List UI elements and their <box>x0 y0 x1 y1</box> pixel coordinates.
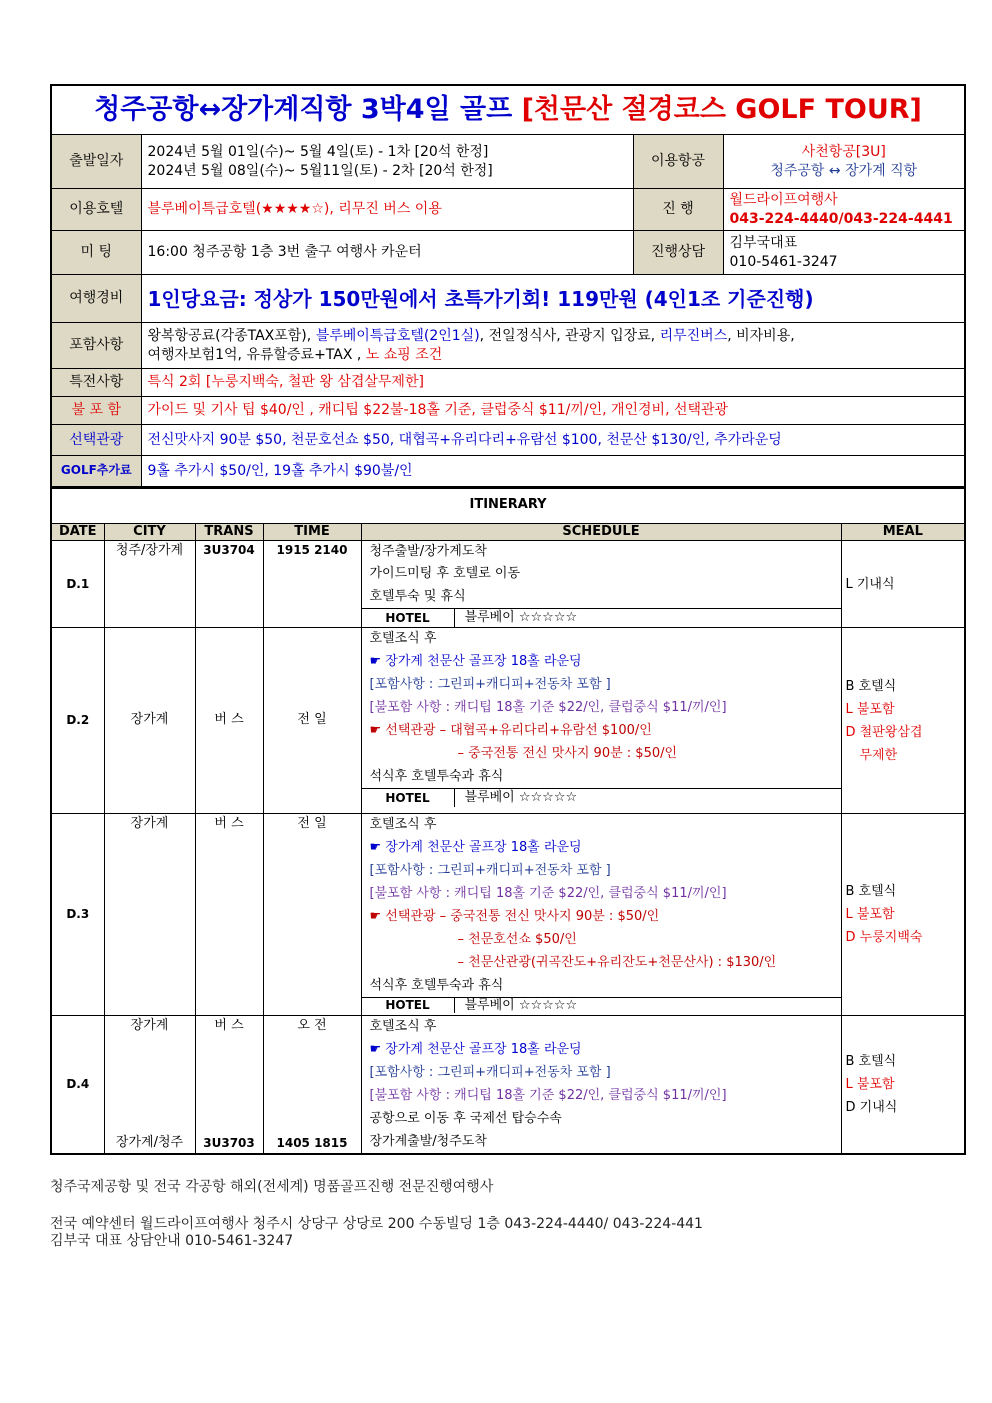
contact-name: 김부국대표 <box>729 235 798 252</box>
meal-line: B 호텔식 <box>845 678 897 694</box>
itinerary-row-d4 <box>51 1016 965 1155</box>
itinerary-row-d3 <box>51 814 965 1016</box>
day-trans: 버 스 <box>195 814 263 1016</box>
day-city: 장가계 <box>104 814 195 1016</box>
day-trans <box>195 1016 263 1155</box>
hotel-label: 이용호텔 <box>51 189 141 231</box>
include-text: 왕복항공료(각종TAX포함), <box>147 328 316 345</box>
info-table <box>50 84 966 488</box>
golf-value: 9홀 추가시 $50/인, 19홀 추가시 $90불/인 <box>141 456 965 487</box>
col-meal: MEAL <box>841 523 965 541</box>
exclude-value: 가이드 및 기사 팁 $40/인 , 캐디팁 $22불-18홀 기준, 클럽중식 $11/끼/인, 개인경비, 선택관광 <box>141 397 965 425</box>
hotel-value: 블루베이특급호텔(★★★★☆), 리무진 버스 이용 <box>141 189 633 231</box>
itinerary-row-d1 <box>51 541 965 628</box>
col-city: CITY <box>104 523 195 541</box>
trans-flight: 3U3703 <box>203 1135 255 1150</box>
schedule-included: [포함사항 : 그린피+캐디피+전동차 포함 ] <box>369 677 611 693</box>
col-schedule: SCHEDULE <box>361 523 841 541</box>
hotel-cell-label: HOTEL <box>362 609 455 627</box>
airline-label: 이용항공 <box>633 135 723 189</box>
day-meal <box>841 541 965 628</box>
include-label: 포함사항 <box>51 323 141 369</box>
include-no-shopping: 노 쇼핑 조건 <box>365 346 443 363</box>
airline-line-1: 사천항공[3U] <box>801 144 886 161</box>
include-hotel: 블루베이특급호텔(2인1실) <box>315 328 480 345</box>
hotel-row <box>362 997 841 1013</box>
contact-value <box>723 231 965 275</box>
exclude-label: 불 포 함 <box>51 397 141 425</box>
schedule-line: 청주출발/장가계도착 <box>369 544 487 560</box>
day-city: 청주/장가계 <box>104 541 195 628</box>
hotel-row <box>362 788 841 807</box>
golf-label: GOLF추가료 <box>51 456 141 487</box>
schedule-line: 장가계출발/청주도착 <box>369 1134 487 1150</box>
day-meal <box>841 1016 965 1155</box>
meal-line: 무제한 <box>859 747 898 763</box>
trans-start: 버 스 <box>214 1018 244 1034</box>
depart-line-1: 2024년 5월 01일(수)~ 5월 4일(토) - 1차 [20석 한정] <box>147 144 489 161</box>
schedule-line: 호텔조식 후 <box>369 1019 437 1035</box>
tour-sheet <box>50 84 964 1155</box>
option-value: 전신맛사지 90분 $50, 천문호선쇼 $50, 대협곡+유리다리+유람선 $100, 천문산 $130/인, 추가라운딩 <box>141 425 965 456</box>
page-title <box>51 85 965 135</box>
schedule-option: – 천문호선쇼 $50/인 <box>457 932 577 948</box>
schedule-line: 호텔조식 후 <box>369 817 437 833</box>
include-text: , 전일정식사, 관광지 입장료, <box>479 328 660 345</box>
footer-line-3: 김부국 대표 상담안내 010-5461-3247 <box>50 1233 294 1249</box>
hotel-row <box>362 608 841 627</box>
meal-line: B 호텔식 <box>845 884 897 900</box>
day-time: 전 일 <box>263 814 361 1016</box>
agency-line-1: 월드라이프여행사 <box>729 192 838 209</box>
day-schedule <box>361 628 841 814</box>
contact-label: 진행상담 <box>633 231 723 275</box>
schedule-included: [포함사항 : 그린피+캐디피+전동차 포함 ] <box>369 863 611 879</box>
schedule-line: 호텔투숙 및 휴식 <box>369 589 466 605</box>
agency-phone: 043-224-4440/043-224-4441 <box>729 210 953 227</box>
meal-line: D 누룽지백숙 <box>845 930 923 946</box>
time-start: 오 전 <box>297 1018 327 1034</box>
schedule-excluded: [불포함 사항 : 캐디팁 18홀 기준 $22/인, 클럽중식 $11/끼/인] <box>369 700 727 716</box>
schedule-line: 호텔조식 후 <box>369 631 437 647</box>
city-end: 장가계/청주 <box>115 1134 184 1150</box>
agency-value <box>723 189 965 231</box>
itinerary-row-d2 <box>51 628 965 814</box>
hotel-cell-label: HOTEL <box>362 789 455 807</box>
meal-line: D 기내식 <box>845 1100 898 1116</box>
day-label: D.3 <box>51 814 104 1016</box>
agency-label: 진 행 <box>633 189 723 231</box>
hotel-cell-name: 블루베이 ☆☆☆☆☆ <box>464 790 578 806</box>
hotel-cell-name: 블루베이 ☆☆☆☆☆ <box>464 998 578 1014</box>
schedule-line: 가이드미팅 후 호텔로 이동 <box>369 566 521 582</box>
day-label: D.4 <box>51 1016 104 1155</box>
col-trans: TRANS <box>195 523 263 541</box>
schedule-option: ☛ 선택관광 – 중국전통 전신 맛사지 90분 : $50/인 <box>369 909 660 925</box>
cost-value: 1인당요금: 정상가 150만원에서 초특가기회! 119만원 (4인1조 기준진행) <box>141 275 965 323</box>
day-time: 전 일 <box>263 628 361 814</box>
meeting-value: 16:00 청주공항 1층 3번 출구 여행사 카운터 <box>141 231 633 275</box>
meal-line: B 호텔식 <box>845 1054 897 1070</box>
special-value: 특식 2회 [누룽지백숙, 철판 왕 삼겹살무제한] <box>141 369 965 397</box>
itinerary-title: ITINERARY <box>51 488 965 523</box>
contact-phone: 010-5461-3247 <box>729 253 838 270</box>
schedule-golf: ☛ 장가계 천문산 골프장 18홀 라운딩 <box>369 840 582 856</box>
day-schedule <box>361 1016 841 1155</box>
meal-line: L 불포함 <box>845 1077 895 1093</box>
footer-line-1: 청주국제공항 및 전국 각공항 해외(전세계) 명품골프진행 전문진행여행사 <box>50 1179 494 1195</box>
day-trans: 3U3704 <box>195 541 263 628</box>
footer-line-2: 전국 예약센터 월드라이프여행사 청주시 상당구 상당로 200 수동빌딩 1층 043-224-4440/ 043-224-441 <box>50 1216 703 1232</box>
schedule-included: [포함사항 : 그린피+캐디피+전동차 포함 ] <box>369 1065 611 1081</box>
include-text: , 비자비용, <box>727 328 795 345</box>
day-schedule <box>361 814 841 1016</box>
meal-line: L 기내식 <box>845 576 895 592</box>
airline-line-2: 청주공항 ↔ 장가계 직항 <box>770 162 918 179</box>
hotel-cell-label: HOTEL <box>362 998 455 1013</box>
col-date: DATE <box>51 523 104 541</box>
day-label: D.1 <box>51 541 104 628</box>
special-label: 특전사항 <box>51 369 141 397</box>
day-city: 장가계 <box>104 628 195 814</box>
schedule-line: 석식후 호텔투숙과 휴식 <box>369 769 504 785</box>
include-bus: 리무진버스 <box>659 328 728 345</box>
cost-label: 여행경비 <box>51 275 141 323</box>
day-meal <box>841 814 965 1016</box>
day-time: 1915 2140 <box>263 541 361 628</box>
day-city <box>104 1016 195 1155</box>
day-meal <box>841 628 965 814</box>
title-part2: [천문산 절경코스 GOLF TOUR] <box>521 94 922 126</box>
depart-dates <box>141 135 633 189</box>
schedule-line: 공항으로 이동 후 국제선 탑승수속 <box>369 1111 562 1127</box>
meal-line: L 불포함 <box>845 907 895 923</box>
schedule-excluded: [불포함 사항 : 캐디팁 18홀 기준 $22/인, 클럽중식 $11/끼/인] <box>369 886 727 902</box>
meal-line: L 불포함 <box>845 701 895 717</box>
schedule-golf: ☛ 장가계 천문산 골프장 18홀 라운딩 <box>369 1042 582 1058</box>
time-flight: 1405 1815 <box>276 1135 348 1150</box>
depart-line-2: 2024년 5월 08일(수)~ 5월11일(토) - 2차 [20석 한정] <box>147 162 493 179</box>
city-start: 장가계 <box>130 1018 169 1034</box>
schedule-golf: ☛ 장가계 천문산 골프장 18홀 라운딩 <box>369 654 582 670</box>
airline-value <box>723 135 965 189</box>
title-part1: 청주공항↔장가계직항 3박4일 골프 <box>94 94 513 126</box>
schedule-excluded: [불포함 사항 : 캐디팁 18홀 기준 $22/인, 클럽중식 $11/끼/인] <box>369 1088 727 1104</box>
option-label: 선택관광 <box>51 425 141 456</box>
col-time: TIME <box>263 523 361 541</box>
schedule-option: – 천문산관광(귀곡잔도+유리잔도+천문산사) : $130/인 <box>457 955 777 971</box>
meal-line: D 철판왕삼겹 <box>845 724 923 740</box>
hotel-cell-name: 블루베이 ☆☆☆☆☆ <box>464 610 578 626</box>
schedule-option: ☛ 선택관광 – 대협곡+유리다리+유람선 $100/인 <box>369 723 652 739</box>
include-text: 여행자보험1억, 유류할증료+TAX , <box>147 346 366 363</box>
itinerary-table <box>50 488 966 1156</box>
meeting-label: 미 팅 <box>51 231 141 275</box>
day-time <box>263 1016 361 1155</box>
schedule-line: 석식후 호텔투숙과 휴식 <box>369 978 504 994</box>
day-schedule <box>361 541 841 628</box>
day-trans: 버 스 <box>195 628 263 814</box>
include-value <box>141 323 965 369</box>
depart-label: 출발일자 <box>51 135 141 189</box>
schedule-option: – 중국전통 전신 맛사지 90분 : $50/인 <box>457 746 678 762</box>
day-label: D.2 <box>51 628 104 814</box>
